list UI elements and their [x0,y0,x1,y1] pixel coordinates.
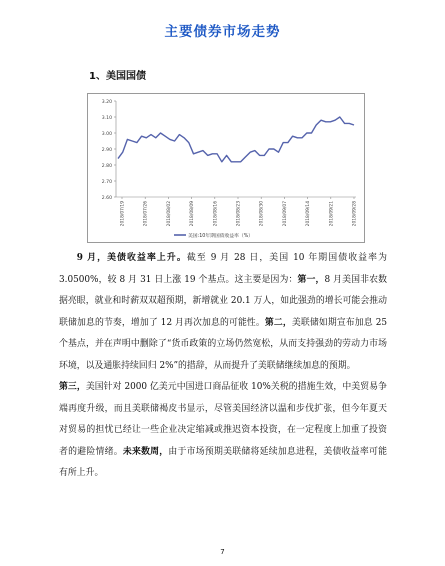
legend-label: 美国:10年期国债收益率（%） [188,234,254,239]
y-tick-label: 2.70 [101,180,112,185]
chart-legend [174,232,253,239]
x-tick-label: 2018/08/30 [259,201,265,227]
x-tick-label: 2018/08/02 [166,201,172,227]
point-first: 第一， [297,274,325,285]
chart-container [87,93,365,243]
x-tick-label: 2018/08/09 [190,201,196,227]
y-tick-label: 3.00 [101,132,112,137]
point-third: 第三， [59,382,86,392]
y-tick-label: 2.90 [101,148,112,153]
y-tick-label: 3.10 [101,116,112,121]
y-axis [102,99,116,201]
y-tick-label: 3.20 [101,100,112,105]
x-tick-label: 2018/07/19 [120,201,126,227]
paragraph-text: 8 月美国非农数据亮眼，就业和时薪双双超预期，新增就业 20.1 万人，如此强劲的增长可能会推动联储加息的节奏，增加了 12 月再次加息的可能性。 [59,274,387,328]
y-tick-label: 2.80 [101,164,112,169]
plot-area [118,117,354,162]
paragraph-text: 由于市场预期美联储将延续加息进程，美债收益率可能有所上升。 [59,446,388,478]
paragraph-text: 美联储如期宣布加息 25 个基点，并在声明中删除了“货币政策的立场仍然宽松，从而支持强劲的劳动力市场环境，以及通胀持续回归 2%”的措辞，从而提升了美联储继续加息的预期。 [59,317,387,371]
body-text [59,248,387,485]
paragraph-text: 截至 9 月 28 日，美国 10 年期国债收益率为 3.0500%，较 8 月 31 日上涨 19 个基点。这主要是因为： [59,253,387,285]
x-axis [116,197,358,226]
page-title: 主要债券市场走势 [164,24,281,40]
x-tick-label: 2018/09/14 [306,201,312,227]
yield-chart [88,94,364,242]
x-tick-label: 2018/09/21 [329,200,335,227]
x-tick-label: 2018/09/28 [352,201,358,227]
page-number: 7 [220,548,225,556]
paragraph-2 [59,377,387,485]
paragraph-lead: 9 月，美债收益率上升。 [76,253,187,263]
outlook-lead: 未来数周， [122,446,169,457]
x-tick-label: 2018/09/07 [282,201,288,227]
paragraph-1 [59,248,387,377]
paragraph-text: 美国针对 2000 亿美元中国进口商品征收 10%关税的措施生效，中美贸易争端再度升级，而且美联储褐皮书显示，尽管美国经济以温和步伐扩张，但今年夏天对贸易的担忧已经让一些企业决定缩减或推迟资本投资，在一定程度上加重了投资者的避险情绪。 [59,382,387,457]
y-tick-label: 2.60 [101,196,112,201]
section-heading: 1、美国国债 [89,71,146,82]
series-line [118,117,354,162]
x-tick-label: 2018/08/23 [236,201,242,227]
x-tick-label: 2018/07/26 [143,201,149,227]
x-tick-label: 2018/08/16 [213,201,219,227]
point-second: 第二， [264,317,292,328]
